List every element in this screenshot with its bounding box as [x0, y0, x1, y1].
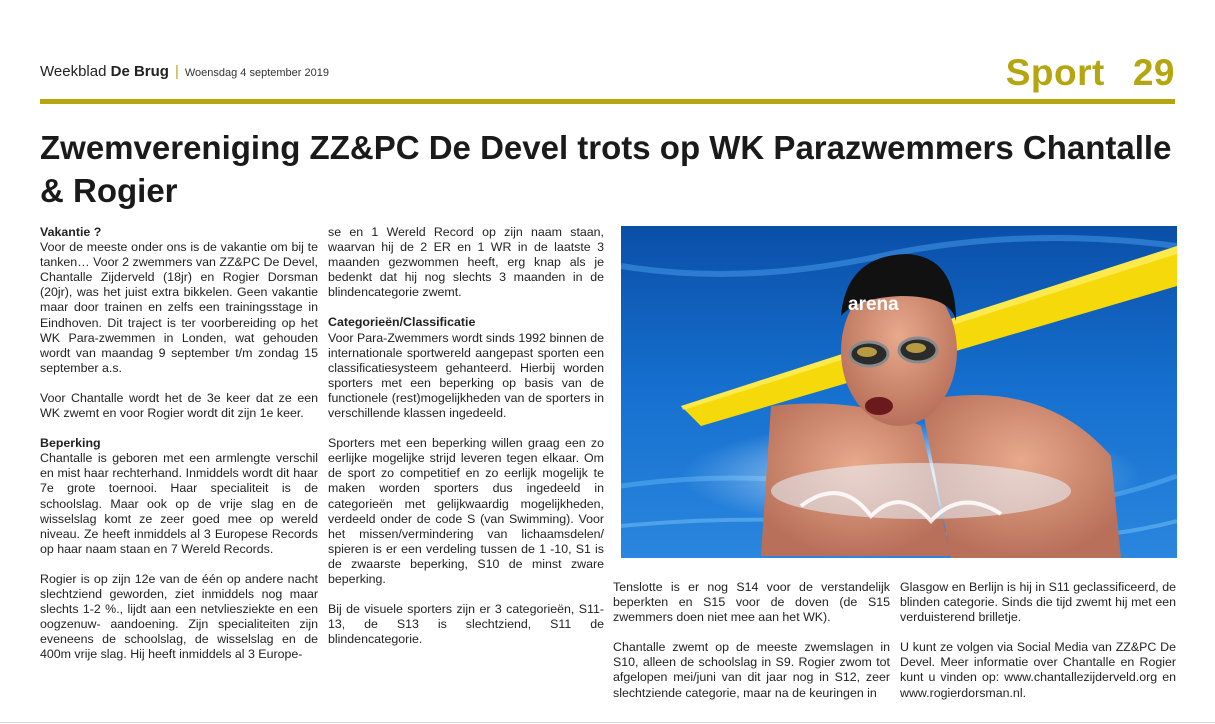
paragraph: Voor Chantalle wordt het de 3e keer dat ze een WK zwemt en voor Rogier wordt dit zijn 1e keer.	[40, 390, 318, 421]
page-bottom-line	[0, 722, 1215, 723]
article-column-2	[328, 225, 604, 662]
paper-name-prefix: Weekblad	[40, 63, 111, 80]
article-headline: Zwemvereniging ZZ&PC De Devel trots op WK Parazwemmers Chantalle & Rogier	[40, 129, 1172, 209]
paragraph: U kunt ze volgen via Social Media van ZZ&PC De Devel. Meer informatie over Chantalle en Rogier kunt u vinden op: www.chantallezijderveld.org en www.rogierdorsman.nl.	[900, 640, 1176, 700]
paper-name-bold: De Brug	[110, 63, 169, 80]
article-column-4	[900, 580, 1176, 716]
swimmer-photo	[621, 226, 1177, 558]
paragraph: Voor Para-Zwemmers wordt sinds 1992 binnen de internationale sportwereld aangepast sporten een classificatiesysteem gehanteerd. Hierbij worden sporters met een beperking op basis van de functionele (rest)mogelijkheden van de sporters in verschillende klassen ingedeeld.	[328, 330, 604, 421]
masthead-rule	[40, 99, 1175, 104]
paragraph: Bij de visuele sporters zijn er 3 categorieën, S11-13, de S13 is slechtziend, S11 de blindencategorie.	[328, 602, 604, 647]
section-name: Sport	[1005, 52, 1105, 93]
paragraph: Rogier is op zijn 12e van de één op andere nacht slechtziend geworden, ziet inmiddels nog maar slechts 1-2 %., lijdt aan een netvliesziekte en een oogzenuw- aandoening. Zijn specialiteiten zijn eveneens de schoolslag, de wisselslag en de 400m vrije slag. Hij heeft inmiddels al 3 Europe-	[40, 571, 318, 662]
paragraph: Sporters met een beperking willen graag een zo eerlijke mogelijke strijd leveren tegen elkaar. Om de sport zo competitief en zo eerlijk mogelijk te maken worden sporters dus ingedeeld in categorieën met gelijkwaardig mogelijkheden, verdeeld onder de code S (van Swimming). Voor het missen/vermindering van lichaamsdelen/ spieren is er een verdeling tussen de 1 -10, S1 is de zwaarste beperking, S10 de minst zware beperking.	[328, 436, 604, 586]
section-header	[1006, 52, 1175, 94]
paragraph: Tenslotte is er nog S14 voor de verstandelijk beperkten en S15 voor de doven (de S15 zwemmers doen niet mee aan het WK).	[613, 580, 890, 625]
paragraph: Glasgow en Berlijn is hij in S11 geclassificeerd, de blinden categorie. Sinds die tijd zwemt hij met een verduisterend brilletje.	[900, 580, 1176, 625]
issue-date: Woensdag 4 september 2019	[184, 67, 329, 79]
subheading-beperking: Beperking	[40, 436, 101, 451]
article-column-3	[613, 580, 890, 716]
cap-logo: arena	[848, 294, 899, 315]
paragraph: Chantalle is geboren met een armlengte verschil en mist haar rechterhand. Inmiddels wordt dit haar 7e grote toernooi. Haar specialiteit is de schoolslag. Maar ook op de vrije slag en de wisselslag komt ze zeer goed mee op wereld niveau. Ze heeft inmiddels al 3 Europese Records op haar naam staan en 7 Wereld Records.	[40, 451, 318, 556]
subheading-categorieen: Categorieën/Classificatie	[328, 315, 476, 330]
paragraph: Voor de meeste onder ons is de vakantie om bij te tanken… Voor 2 zwemmers van ZZ&PC De Devel, Chantalle Zijderveld (18jr) en Rogier Dorsman (20jr), was het juist extra bikkelen. Geen vakantie maar door trainen en zelfs een trainingsstage in Eindhoven. Dit traject is ter voorbereiding op het WK Para-zwemmen in Londen, wat gehouden wordt van maandag 9 september t/m zondag 15 september a.s.	[40, 240, 318, 375]
article-column-1	[40, 225, 318, 677]
page-number: 29	[1132, 52, 1175, 93]
masthead	[40, 52, 1175, 98]
subheading-vakantie: Vakantie ?	[40, 225, 102, 239]
paper-name	[40, 63, 329, 80]
paragraph: Chantalle zwemt op de meeste zwemslagen in S10, alleen de schoolslag in S9. Rogier zwom tot afgelopen mei/juni van dit jaar nog in S12, zeer slechtziende categorie, maar na de keuringen in	[613, 640, 890, 700]
paragraph: se en 1 Wereld Record op zijn naam staan, waarvan hij de 2 ER en 1 WR in de laatste 3 maanden gezwommen heeft, erg knap als je bedenkt dat hij nog slechts 3 maanden in de blindencategorie zwemt.	[328, 225, 604, 300]
masthead-separator: |	[174, 63, 179, 80]
